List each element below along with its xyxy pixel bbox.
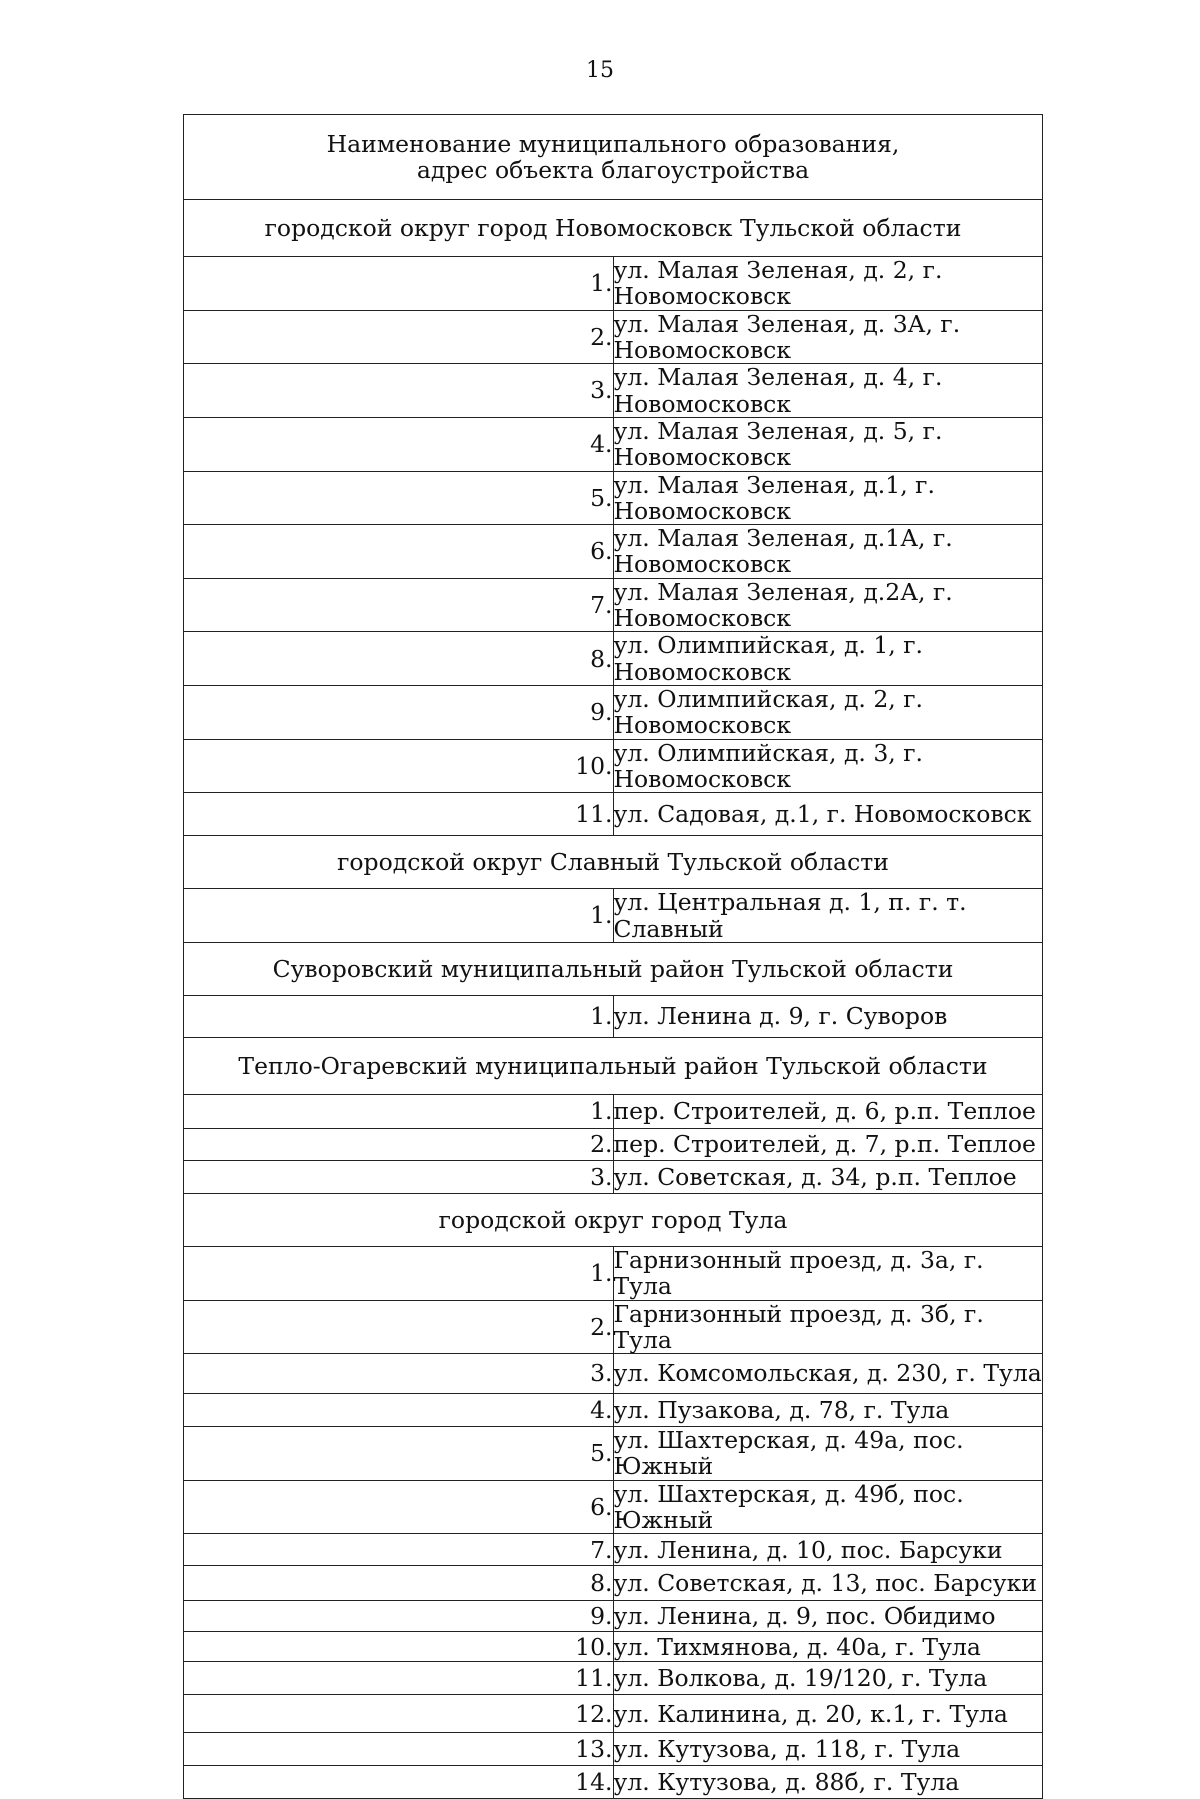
table-row <box>184 1662 1043 1695</box>
table-row <box>184 1733 1043 1766</box>
section-title: городской округ город Тула <box>184 1193 1043 1246</box>
section-title: городской округ город Новомосковск Тульской области <box>184 200 1043 257</box>
row-number: 9. <box>184 686 614 740</box>
row-number: 7. <box>184 1534 614 1566</box>
row-address: Гарнизонный проезд, д. 3б, г. Тула <box>613 1300 1043 1354</box>
row-address: ул. Малая Зеленая, д.1, г. Новомосковск <box>613 471 1043 525</box>
section-title: Суворовский муниципальный район Тульской области <box>184 942 1043 995</box>
table-row <box>184 793 1043 836</box>
row-address: ул. Малая Зеленая, д.1А, г. Новомосковск <box>613 525 1043 579</box>
section-row <box>184 1193 1043 1246</box>
row-address: ул. Олимпийская, д. 3, г. Новомосковск <box>613 739 1043 793</box>
section-row <box>184 1037 1043 1094</box>
row-address: ул. Малая Зеленая, д. 4, г. Новомосковск <box>613 364 1043 418</box>
table-row <box>184 578 1043 632</box>
row-address: ул. Шахтерская, д. 49б, пос. Южный <box>613 1480 1043 1534</box>
row-number: 11. <box>184 793 614 836</box>
row-address: ул. Пузакова, д. 78, г. Тула <box>613 1394 1043 1427</box>
section-row <box>184 200 1043 257</box>
table-row <box>184 1534 1043 1566</box>
row-number: 12. <box>184 1695 614 1733</box>
table-row <box>184 1601 1043 1632</box>
section-row <box>184 942 1043 995</box>
table-row <box>184 889 1043 943</box>
row-number: 1. <box>184 889 614 943</box>
row-address: ул. Олимпийская, д. 2, г. Новомосковск <box>613 686 1043 740</box>
table-row <box>184 1128 1043 1160</box>
row-address: ул. Малая Зеленая, д. 3А, г. Новомосковск <box>613 310 1043 364</box>
section-title: городской округ Славный Тульской области <box>184 836 1043 889</box>
row-address: ул. Комсомольская, д. 230, г. Тула <box>613 1354 1043 1394</box>
table-row <box>184 525 1043 579</box>
row-address: ул. Ленина д. 9, г. Суворов <box>613 995 1043 1037</box>
row-number: 6. <box>184 525 614 579</box>
row-address: ул. Кутузова, д. 118, г. Тула <box>613 1733 1043 1766</box>
table-row <box>184 471 1043 525</box>
page-number: 15 <box>586 58 614 83</box>
table-header-line-2: адрес объекта благоустройства <box>416 156 810 184</box>
row-number: 7. <box>184 578 614 632</box>
row-address: ул. Тихмянова, д. 40а, г. Тула <box>613 1632 1043 1662</box>
row-number: 13. <box>184 1733 614 1766</box>
row-number: 10. <box>184 1632 614 1662</box>
row-number: 3. <box>184 1354 614 1394</box>
row-number: 11. <box>184 1662 614 1695</box>
table-row <box>184 310 1043 364</box>
row-number: 2. <box>184 1300 614 1354</box>
table-row <box>184 417 1043 471</box>
row-number: 9. <box>184 1601 614 1632</box>
table-row <box>184 1695 1043 1733</box>
table-row <box>184 1480 1043 1534</box>
row-number: 14. <box>184 1766 614 1799</box>
table-row <box>184 1246 1043 1300</box>
table-row <box>184 1160 1043 1193</box>
row-number: 3. <box>184 1160 614 1193</box>
row-address: ул. Малая Зеленая, д.2А, г. Новомосковск <box>613 578 1043 632</box>
row-address: ул. Волкова, д. 19/120, г. Тула <box>613 1662 1043 1695</box>
table-row <box>184 1632 1043 1662</box>
row-number: 8. <box>184 1566 614 1601</box>
table-row <box>184 739 1043 793</box>
table-row <box>184 1766 1043 1799</box>
row-number: 1. <box>184 257 614 311</box>
row-address: ул. Кутузова, д. 88б, г. Тула <box>613 1766 1043 1799</box>
section-title: Тепло-Огаревский муниципальный район Тульской области <box>184 1037 1043 1094</box>
row-number: 8. <box>184 632 614 686</box>
row-address: пер. Строителей, д. 6, р.п. Теплое <box>613 1094 1043 1128</box>
table-row <box>184 1394 1043 1427</box>
table-row <box>184 686 1043 740</box>
row-number: 5. <box>184 471 614 525</box>
addresses-table <box>183 114 1043 1799</box>
table-header <box>184 115 1043 200</box>
row-address: ул. Ленина, д. 10, пос. Барсуки <box>613 1534 1043 1566</box>
table-row <box>184 364 1043 418</box>
row-address: ул. Садовая, д.1, г. Новомосковск <box>613 793 1043 836</box>
table-row <box>184 632 1043 686</box>
row-address: ул. Олимпийская, д. 1, г. Новомосковск <box>613 632 1043 686</box>
row-number: 3. <box>184 364 614 418</box>
row-address: Гарнизонный проезд, д. 3а, г. Тула <box>613 1246 1043 1300</box>
row-number: 10. <box>184 739 614 793</box>
row-address: ул. Шахтерская, д. 49а, пос. Южный <box>613 1427 1043 1481</box>
table-header-row <box>184 115 1043 200</box>
row-address: пер. Строителей, д. 7, р.п. Теплое <box>613 1128 1043 1160</box>
row-number: 2. <box>184 1128 614 1160</box>
row-address: ул. Малая Зеленая, д. 2, г. Новомосковск <box>613 257 1043 311</box>
row-address: ул. Советская, д. 34, р.п. Теплое <box>613 1160 1043 1193</box>
row-number: 4. <box>184 1394 614 1427</box>
row-number: 1. <box>184 995 614 1037</box>
row-number: 6. <box>184 1480 614 1534</box>
row-number: 1. <box>184 1246 614 1300</box>
row-address: ул. Ленина, д. 9, пос. Обидимо <box>613 1601 1043 1632</box>
row-address: ул. Центральная д. 1, п. г. т. Славный <box>613 889 1043 943</box>
table-row <box>184 257 1043 311</box>
table-row <box>184 1354 1043 1394</box>
table-body <box>184 200 1043 1799</box>
table-row <box>184 1427 1043 1481</box>
row-address: ул. Малая Зеленая, д. 5, г. Новомосковск <box>613 417 1043 471</box>
row-address: ул. Калинина, д. 20, к.1, г. Тула <box>613 1695 1043 1733</box>
row-number: 2. <box>184 310 614 364</box>
table-header-line-1: Наименование муниципального образования, <box>326 129 900 158</box>
table-row <box>184 995 1043 1037</box>
table-row <box>184 1300 1043 1354</box>
table-row <box>184 1094 1043 1128</box>
table-row <box>184 1566 1043 1601</box>
section-row <box>184 836 1043 889</box>
row-number: 1. <box>184 1094 614 1128</box>
row-address: ул. Советская, д. 13, пос. Барсуки <box>613 1566 1043 1601</box>
row-number: 5. <box>184 1427 614 1481</box>
row-number: 4. <box>184 417 614 471</box>
